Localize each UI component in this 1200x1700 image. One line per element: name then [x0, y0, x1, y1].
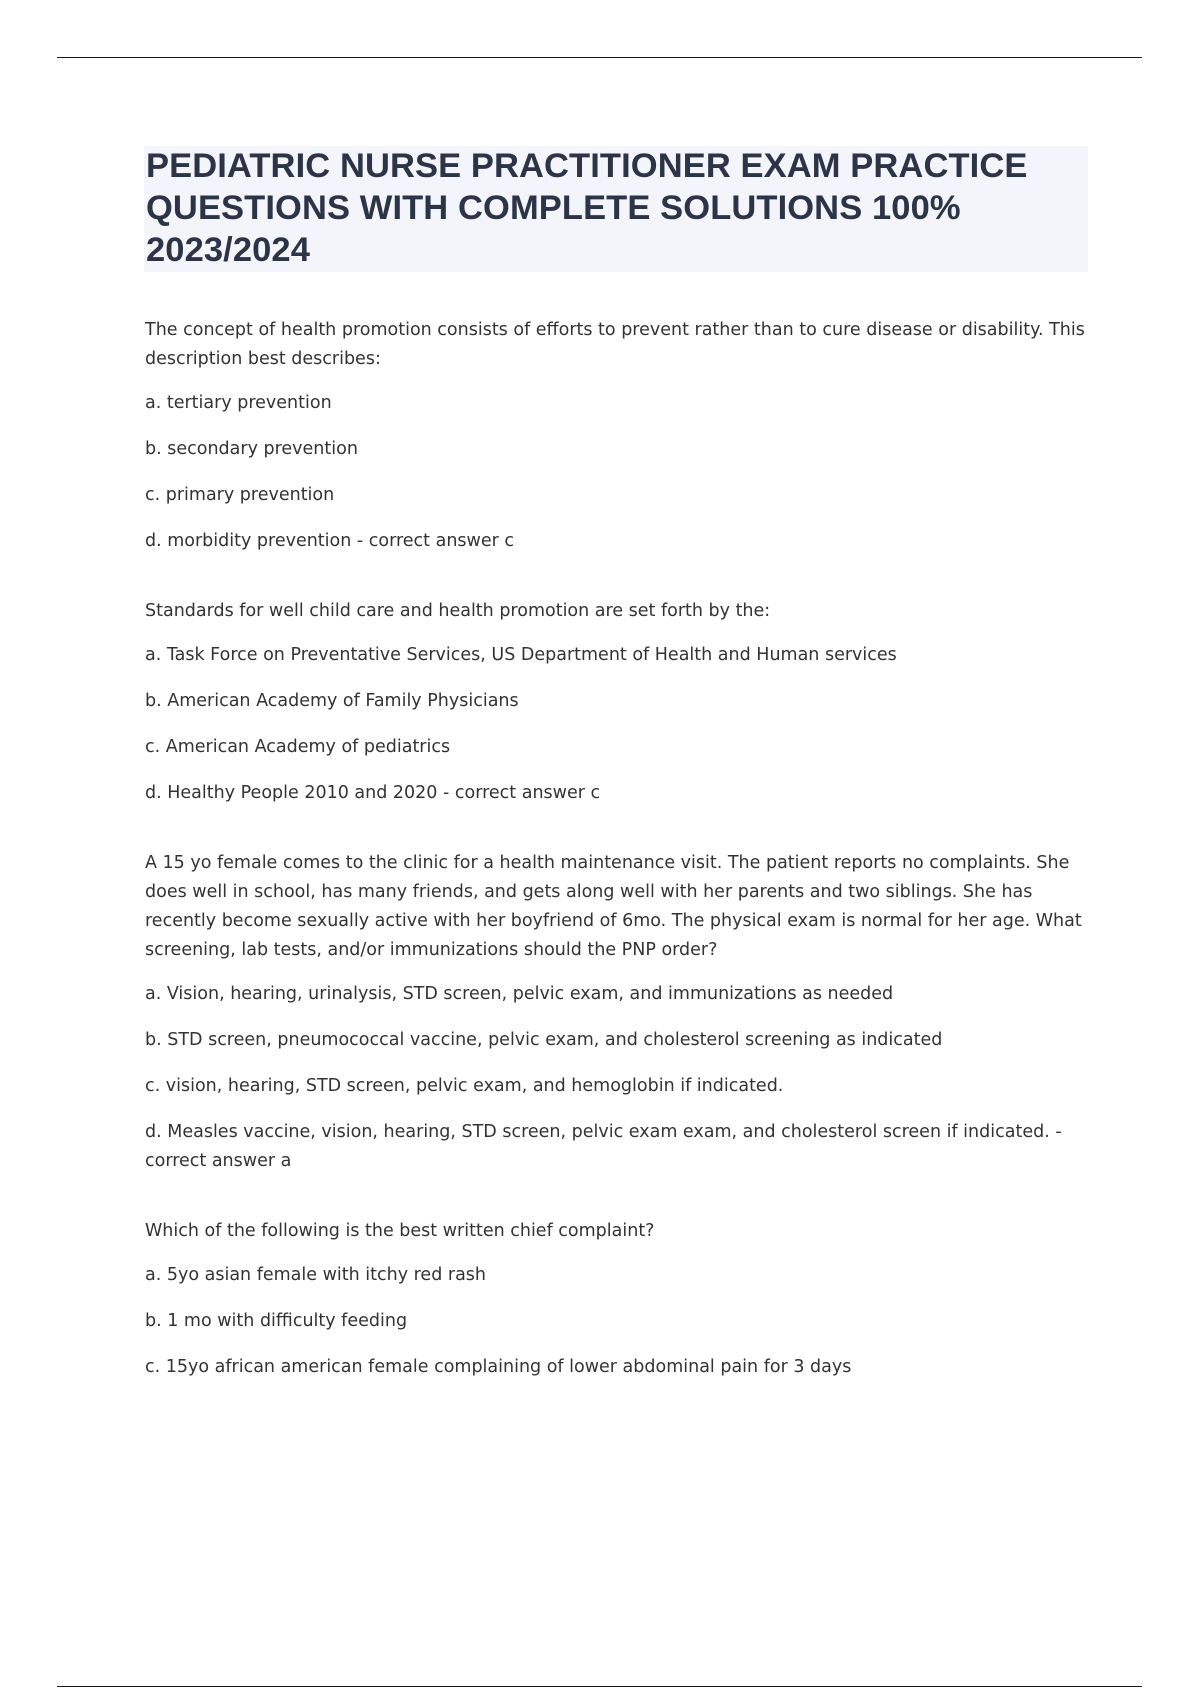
- answer-option-d: d. Measles vaccine, vision, hearing, STD screen, pelvic exam exam, and cholesterol screen if indicated. - correct answer a: [145, 1122, 1062, 1171]
- answer-option-a: a. tertiary prevention: [145, 393, 332, 413]
- question-4: [145, 1217, 1090, 1382]
- answer-option-d: d. morbidity prevention - correct answer c: [145, 531, 514, 551]
- answer-option-c: c. vision, hearing, STD screen, pelvic exam, and hemoglobin if indicated.: [145, 1076, 784, 1096]
- title-banner: [144, 146, 1088, 272]
- question-stem: Which of the following is the best written chief complaint?: [145, 1221, 655, 1241]
- question-stem: Standards for well child care and health promotion are set forth by the:: [145, 601, 771, 621]
- answer-option-c: c. American Academy of pediatrics: [145, 737, 451, 757]
- answer-option-b: b. STD screen, pneumococcal vaccine, pelvic exam, and cholesterol screening as indicated: [145, 1030, 943, 1050]
- top-divider: [57, 57, 1142, 58]
- answer-option-a: a. 5yo asian female with itchy red rash: [145, 1265, 487, 1285]
- answer-option-a: a. Task Force on Preventative Services, US Department of Health and Human services: [145, 645, 897, 665]
- bottom-divider: [57, 1686, 1142, 1687]
- answer-option-c: c. 15yo african american female complaining of lower abdominal pain for 3 days: [145, 1357, 852, 1377]
- answer-option-a: a. Vision, hearing, urinalysis, STD screen, pelvic exam, and immunizations as needed: [145, 984, 894, 1004]
- answer-option-b: b. secondary prevention: [145, 439, 358, 459]
- question-stem: A 15 yo female comes to the clinic for a health maintenance visit. The patient reports no complaints. She does well in school, has many friends, and gets along well with her parents and two siblings. She has recently become sexually active with her boyfriend of 6mo. The physical exam is normal for her age. What screening, lab tests, and/or immunizations should the PNP order?: [145, 853, 1082, 960]
- question-3: [145, 849, 1090, 1176]
- question-2: [145, 597, 1090, 808]
- answer-option-c: c. primary prevention: [145, 485, 335, 505]
- answer-option-d: d. Healthy People 2010 and 2020 - correct answer c: [145, 783, 601, 803]
- question-list: [145, 316, 1090, 1423]
- question-1: [145, 316, 1090, 556]
- answer-option-b: b. 1 mo with difficulty feeding: [145, 1311, 408, 1331]
- document-title: PEDIATRIC NURSE PRACTITIONER EXAM PRACTICE QUESTIONS WITH COMPLETE SOLUTIONS 100% 2023/2024: [146, 147, 1028, 269]
- question-stem: The concept of health promotion consists of efforts to prevent rather than to cure disease or disability. This description best describes:: [145, 320, 1085, 369]
- answer-option-b: b. American Academy of Family Physicians: [145, 691, 519, 711]
